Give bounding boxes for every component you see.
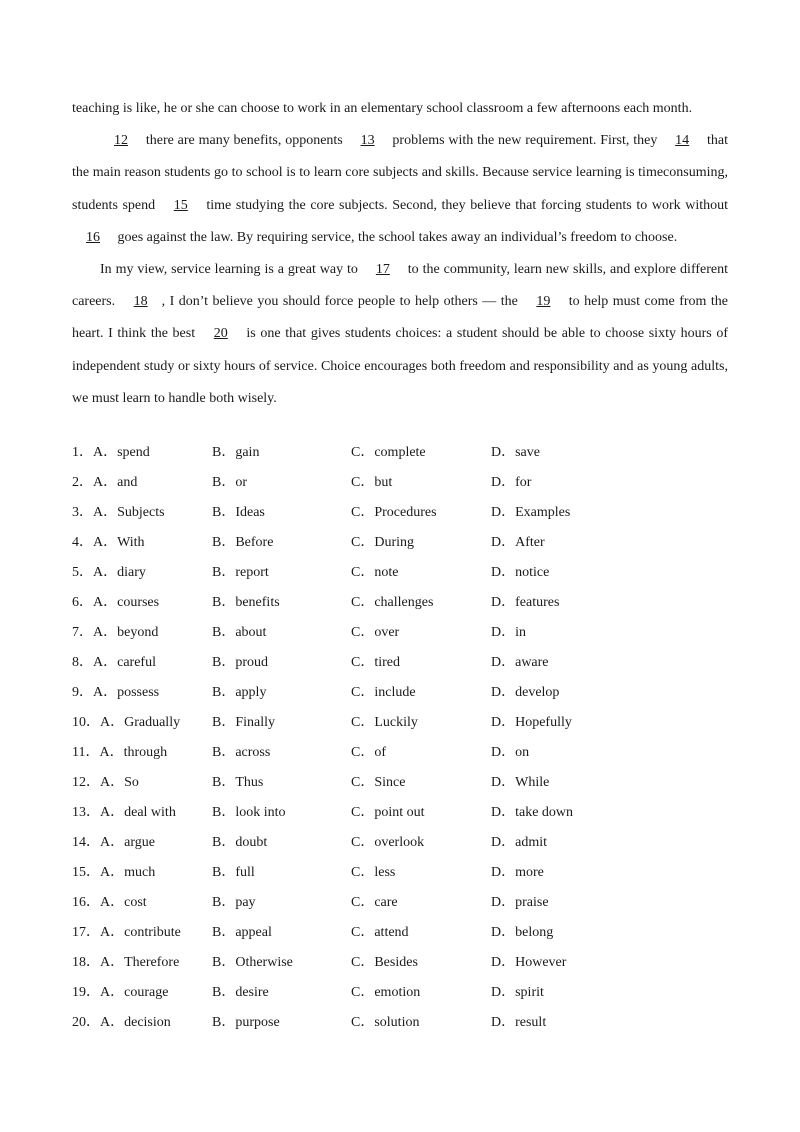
option-b: B．pay	[212, 895, 256, 910]
option-b: B．Otherwise	[212, 955, 293, 970]
option-d: D．notice	[491, 565, 550, 580]
option-d: D．features	[491, 595, 560, 610]
answer-blank-13: 13	[360, 133, 375, 149]
option-d: D．Examples	[491, 505, 571, 520]
option-d: D．After	[491, 535, 545, 550]
option-a: 5．A．diary	[72, 565, 146, 580]
option-a: 3．A．Subjects	[72, 505, 165, 520]
option-d: D．for	[491, 475, 532, 490]
option-a: 13．A．deal with	[72, 805, 176, 820]
option-c: C．solution	[351, 1015, 420, 1030]
option-a: 18．A．Therefore	[72, 955, 180, 970]
question-row-6	[72, 588, 728, 618]
option-b: B．gain	[212, 445, 260, 460]
passage-paragraph-1: teaching is like, he or she can choose to work in an elementary school classroom a few afternoons each month.	[72, 101, 693, 116]
question-row-1	[72, 438, 728, 468]
passage-text: that the main reason students go to school is to learn core subjects and skills. Because service learning is timeconsuming, students spend	[72, 133, 728, 213]
option-d: D．praise	[491, 895, 549, 910]
option-d: D．develop	[491, 685, 560, 700]
answer-blank-20: 20	[213, 326, 228, 342]
option-b: B．Ideas	[212, 505, 265, 520]
passage	[72, 93, 728, 415]
option-d: D．take down	[491, 805, 574, 820]
option-b: B．full	[212, 865, 255, 880]
question-row-8	[72, 648, 728, 678]
option-c: C．Procedures	[351, 505, 437, 520]
option-c: C．Luckily	[351, 715, 418, 730]
option-a: 4．A．With	[72, 535, 145, 550]
option-b: B．about	[212, 625, 267, 640]
option-c: C．During	[351, 535, 414, 550]
option-d: D．admit	[491, 835, 547, 850]
question-row-4	[72, 528, 728, 558]
option-b: B．Before	[212, 535, 274, 550]
option-c: C．challenges	[351, 595, 434, 610]
option-a: 11．A．through	[72, 745, 168, 760]
option-a: 17．A．contribute	[72, 925, 181, 940]
question-row-15	[72, 858, 728, 888]
question-row-5	[72, 558, 728, 588]
passage-paragraph-3	[72, 254, 728, 415]
option-b: B．proud	[212, 655, 268, 670]
option-d: D．However	[491, 955, 567, 970]
option-b: B．benefits	[212, 595, 280, 610]
option-c: C．complete	[351, 445, 426, 460]
question-row-2	[72, 468, 728, 498]
question-row-20	[72, 1008, 728, 1038]
answer-blank-17: 17	[375, 262, 390, 278]
passage-text: to the community, learn new skills, and explore different careers.	[72, 262, 728, 310]
option-c: C．over	[351, 625, 400, 640]
question-row-13	[72, 798, 728, 828]
option-a: 10．A．Gradually	[72, 715, 181, 730]
option-c: C．less	[351, 865, 396, 880]
option-d: D．belong	[491, 925, 554, 940]
answer-blank-16: 16	[86, 229, 100, 245]
option-c: C．overlook	[351, 835, 425, 850]
question-row-17	[72, 918, 728, 948]
option-a: 14．A．argue	[72, 835, 155, 850]
option-a: 19．A．courage	[72, 985, 169, 1000]
option-c: C．attend	[351, 925, 409, 940]
option-b: B．look into	[212, 805, 286, 820]
passage-text: there are many benefits, opponents	[142, 133, 347, 149]
passage-paragraph-2	[72, 125, 728, 254]
question-row-9	[72, 678, 728, 708]
options-list	[72, 438, 728, 1038]
question-row-7	[72, 618, 728, 648]
answer-blank-19: 19	[536, 294, 551, 310]
option-b: B．apply	[212, 685, 267, 700]
option-c: C．Besides	[351, 955, 418, 970]
question-row-19	[72, 978, 728, 1008]
passage-text: to help must come from the heart. I think the best	[72, 294, 729, 342]
answer-blank-14: 14	[675, 133, 690, 149]
option-d: D．on	[491, 745, 530, 760]
passage-text: problems with the new requirement. First, they	[388, 133, 662, 149]
option-b: B．or	[212, 475, 247, 490]
passage-text: goes against the law. By requiring service, the school takes away an individual’s freedom to choose.	[114, 229, 678, 245]
passage-text: In my view, service learning is a great way to	[100, 262, 362, 278]
option-c: C．include	[351, 685, 416, 700]
option-a: 8．A．careful	[72, 655, 156, 670]
option-c: C．note	[351, 565, 399, 580]
answer-blank-18: 18	[133, 294, 148, 310]
option-a: 12．A．So	[72, 775, 139, 790]
option-a: 2．A．and	[72, 475, 138, 490]
option-c: C．but	[351, 475, 393, 490]
option-d: D．save	[491, 445, 540, 460]
option-d: D．Hopefully	[491, 715, 572, 730]
question-row-14	[72, 828, 728, 858]
option-b: B．appeal	[212, 925, 272, 940]
option-a: 15．A．much	[72, 865, 156, 880]
option-d: D．aware	[491, 655, 549, 670]
question-row-18	[72, 948, 728, 978]
option-b: B．purpose	[212, 1015, 280, 1030]
option-c: C．care	[351, 895, 398, 910]
question-row-3	[72, 498, 728, 528]
answer-blank-15: 15	[173, 197, 188, 213]
option-d: D．result	[491, 1015, 547, 1030]
option-d: D．spirit	[491, 985, 544, 1000]
question-row-16	[72, 888, 728, 918]
question-row-12	[72, 768, 728, 798]
passage-text: time studying the core subjects. Second, they believe that forcing students to work without	[201, 197, 728, 213]
option-d: D．While	[491, 775, 550, 790]
answer-blank-12: 12	[114, 133, 128, 149]
option-b: B．report	[212, 565, 269, 580]
option-b: B．desire	[212, 985, 269, 1000]
option-a: 20．A．decision	[72, 1015, 171, 1030]
option-c: C．emotion	[351, 985, 421, 1000]
option-a: 1．A．spend	[72, 445, 150, 460]
question-row-11	[72, 738, 728, 768]
option-c: C．Since	[351, 775, 406, 790]
option-b: B．across	[212, 745, 271, 760]
option-c: C．of	[351, 745, 386, 760]
option-d: D．in	[491, 625, 526, 640]
passage-text: is one that gives students choices: a student should be able to choose sixty hours of independent study or sixty hours of service. Choice encourages both freedom and responsibility and as young adults, we must learn to handle both wisely.	[72, 326, 729, 406]
option-a: 9．A．possess	[72, 685, 160, 700]
option-b: B．Finally	[212, 715, 276, 730]
option-c: C．tired	[351, 655, 400, 670]
option-b: B．doubt	[212, 835, 268, 850]
option-a: 7．A．beyond	[72, 625, 159, 640]
passage-text: , I don’t believe you should force people to help others — the	[161, 294, 523, 310]
option-b: B．Thus	[212, 775, 264, 790]
option-c: C．point out	[351, 805, 425, 820]
option-a: 6．A．courses	[72, 595, 160, 610]
option-a: 16．A．cost	[72, 895, 147, 910]
option-d: D．more	[491, 865, 544, 880]
question-row-10	[72, 708, 728, 738]
